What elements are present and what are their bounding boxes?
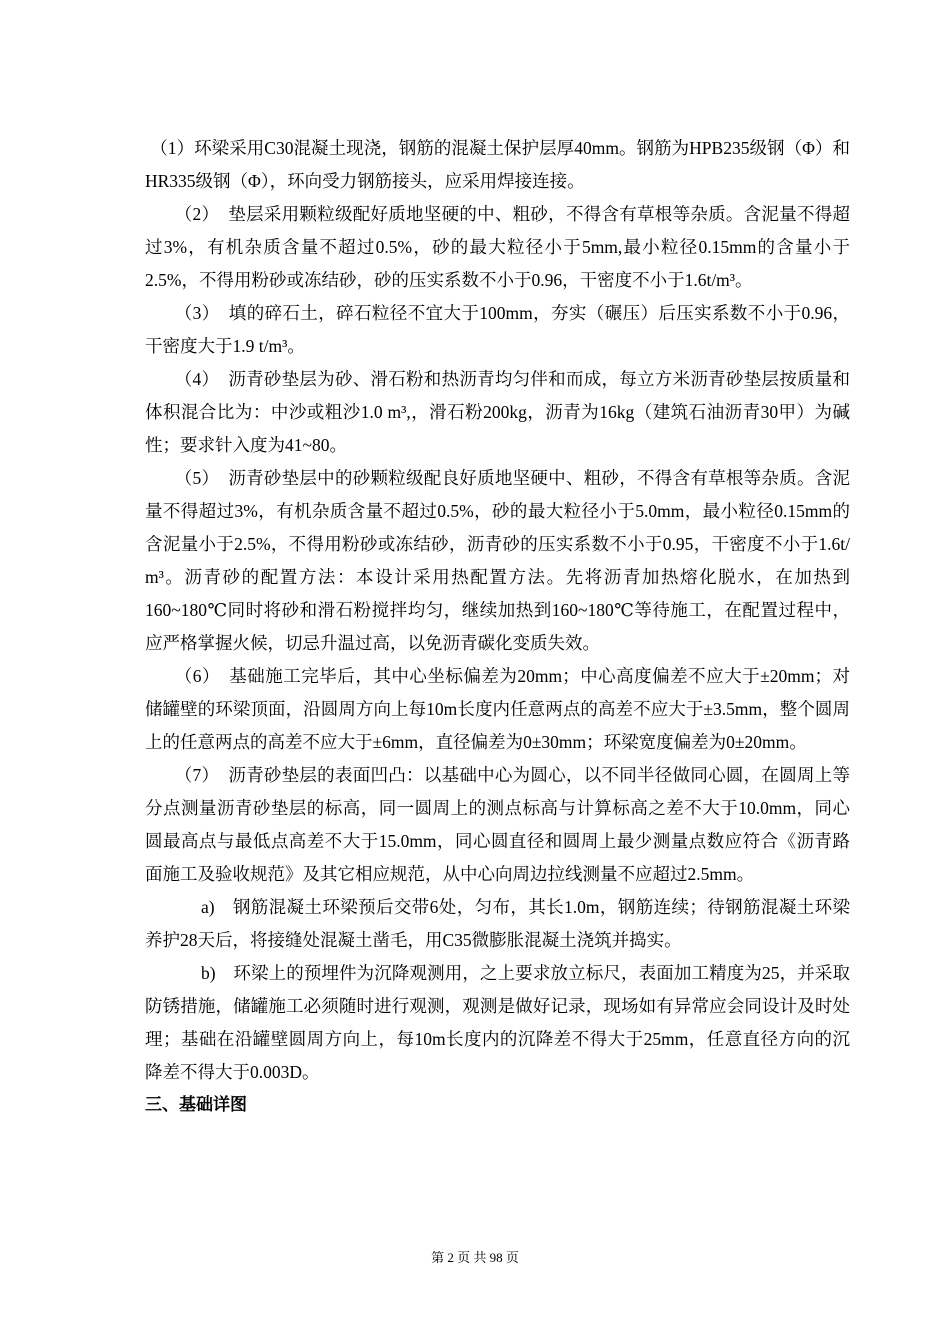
paragraph-1: （1）环梁采用C30混凝土现浇，钢筋的混凝土保护层厚40mm。钢筋为HPB235级钢（Φ）和HR335级钢（Φ），环向受力钢筋接头，应采用焊接连接。 xyxy=(145,138,850,191)
paragraph-5: （5） 沥青砂垫层中的砂颗粒级配良好质地坚硬中、粗砂，不得含有草根等杂质。含泥量不得超过3%，有机杂质含量不超过0.5%，砂的最大粒径小于5.0mm，最小粒径0.15mm的含泥量小于2.5%，不得用粉砂或冻结砂，沥青砂的压实系数不小于0.95，干密度不小于1.6t/ m³。沥青砂的配置方法：本设计采用热配置方法。先将沥青加热熔化脱水，在加热到160~180℃同时将砂和滑石粉搅拌均匀，继续加热到160~180℃等待施工，在配置过程中，应严格掌握火候，切忌升温过高，以免沥青碳化变质失效。 xyxy=(145,468,850,653)
page-footer: 第 2 页 共 98 页 xyxy=(431,1250,519,1265)
paragraph-3: （3） 填的碎石土，碎石粒径不宜大于100mm，夯实（碾压）后压实系数不小于0.96，干密度大于1.9 t/m³。 xyxy=(145,303,850,356)
document-body xyxy=(145,132,850,1122)
paragraph-b: b) 环梁上的预埋件为沉降观测用，之上要求放立标尺，表面加工精度为25，并采取防锈措施，储罐施工必须随时进行观测，观测是做好记录，现场如有异常应会同设计及时处理；基础在沿罐壁圆周方向上，每10m长度内的沉降差不得大于25mm，任意直径方向的沉降差不得大于0.003D。 xyxy=(145,963,850,1082)
paragraph-2: （2） 垫层采用颗粒级配好质地坚硬的中、粗砂，不得含有草根等杂质。含泥量不得超过3%，有机杂质含量不超过0.5%，砂的最大粒径小于5mm,最小粒径0.15mm的含量小于2.5%，不得用粉砂或冻结砂，砂的压实系数不小于0.96，干密度不小于1.6t/m³。 xyxy=(145,204,850,290)
paragraph-6: （6） 基础施工完毕后，其中心坐标偏差为20mm；中心高度偏差不应大于±20mm；对储罐壁的环梁顶面，沿圆周方向上每10m长度内任意两点的高差不应大于±3.5mm，整个圆周上的任意两点的高差不应大于±6mm，直径偏差为0±30mm；环梁宽度偏差为0±20mm。 xyxy=(145,666,850,752)
paragraph-a: a) 钢筋混凝土环梁预后交带6处，匀布，其长1.0m，钢筋连续；待钢筋混凝土环梁养护28天后，将接缝处混凝土凿毛，用C35微膨胀混凝土浇筑并捣实。 xyxy=(145,897,850,950)
paragraph-7: （7） 沥青砂垫层的表面凹凸：以基础中心为圆心，以不同半径做同心圆，在圆周上等分点测量沥青砂垫层的标高，同一圆周上的测点标高与计算标高之差不大于10.0mm，同心圆最高点与最低点高差不大于15.0mm，同心圆直径和圆周上最少测量点数应符合《沥青路面施工及验收规范》及其它相应规范，从中心向周边拉线测量不应超过2.5mm。 xyxy=(145,765,850,884)
section-heading: 三、基础详图 xyxy=(145,1095,247,1115)
paragraph-4: （4） 沥青砂垫层为砂、滑石粉和热沥青均匀伴和而成，每立方米沥青砂垫层按质量和体积混合比为：中沙或粗沙1.0 m³,，滑石粉200kg，沥青为16kg（建筑石油沥青30甲）为碱性；要求针入度为41~80。 xyxy=(145,369,850,455)
